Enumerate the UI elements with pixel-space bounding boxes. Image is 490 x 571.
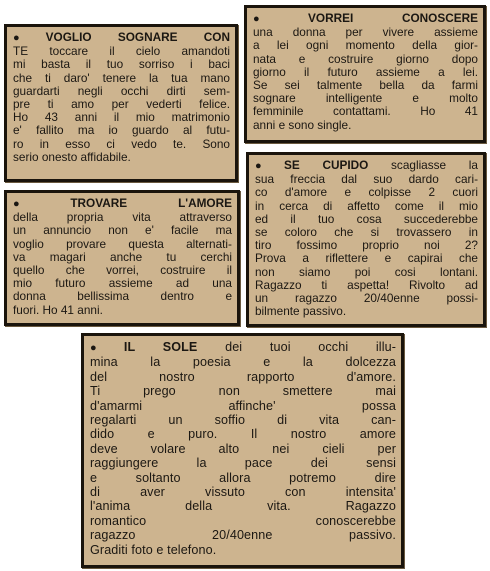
ad-text-line: ed il tuo cosa succederebbe	[255, 211, 478, 226]
ad-headline: SE CUPIDO	[284, 158, 369, 172]
ad-text-line: anni e sono single.	[253, 117, 352, 132]
ad-text-line: mi basta il tuo sorriso i baci	[13, 57, 230, 72]
ad-text-line: pre ti amo per vederti felice.	[13, 97, 230, 112]
bullet-icon: ●	[13, 198, 68, 210]
bullet-icon: ●	[13, 32, 43, 44]
ad-text-line: Ho 43 anni il mio matrimonio	[13, 110, 230, 125]
ad-text-line: tiro fossimo proprio noi 2?	[255, 238, 478, 253]
ad-headline-line: ● IL SOLE dei tuoi occhi illu-	[90, 340, 397, 354]
personal-ad-trovare-amore	[4, 190, 240, 326]
ad-text-line: una donna per vivere assieme	[253, 25, 478, 40]
ad-text-line: che ti daro' tenere la tua mano	[13, 70, 230, 85]
ad-text-line: deve volare alto nei cieli per	[90, 441, 396, 456]
ad-text-line: Se sei talmente bella da farmi	[253, 78, 478, 93]
ad-text-line: se coloro che si trovassero in	[255, 225, 478, 240]
ad-text-line: co d'amore e colpisse 2 cuori	[255, 185, 478, 200]
ad-headline-line: ● SE CUPIDO scagliasse la	[255, 158, 478, 172]
personal-ad-il-sole	[81, 333, 404, 568]
ad-text-line: a lei ogni momento della gior-	[253, 38, 478, 53]
ad-text-line: Ragazzo ti aspetta! Rivolto ad	[255, 277, 478, 292]
ad-text-line: fuori. Ho 41 anni.	[13, 302, 103, 317]
ad-text-line: sua freccia dal suo dardo cari-	[255, 172, 478, 187]
ad-text-line: Prova a riflettere e capirai che	[255, 251, 478, 266]
ad-text-line: romantico conoscerebbe	[90, 513, 396, 528]
personal-ad-voglio-sognare	[4, 24, 238, 182]
ad-text-line: voglio provare questa alternati-	[13, 236, 232, 251]
ad-text-line: bilmente passivo.	[255, 304, 347, 319]
personal-ad-se-cupido	[246, 152, 486, 327]
ad-text-line: donna bellissima dentro e	[13, 289, 232, 304]
ad-text-line: in cerca di affetto come il mio	[255, 198, 478, 213]
ad-text-line: serio onesto affidabile.	[13, 149, 131, 164]
bullet-icon: ●	[255, 160, 282, 172]
ad-text-line: l'anima della vita. Ragazzo	[90, 499, 396, 514]
bullet-icon: ●	[253, 13, 306, 25]
ad-text-line: mio futuro assieme ad una	[13, 276, 232, 291]
ad-text-line: e' fallito ma io guardo al futu-	[13, 123, 230, 138]
ad-headline: IL SOLE	[123, 340, 198, 354]
ad-text-line: giorno il futuro assieme a lei.	[253, 64, 478, 79]
ad-text-line: dido e puro. Il nostro amore	[90, 427, 396, 442]
ad-text-line: del nostro rapporto d'amore.	[90, 369, 396, 384]
ad-text-line: d'amarmi affinche' possa	[90, 398, 396, 413]
ad-text-line: guardarti negli occhi dirti sem-	[13, 83, 230, 98]
ad-text-line: va magari anche tu cerchi	[13, 249, 232, 264]
ad-headline-line	[253, 12, 478, 26]
ad-headline-line	[13, 31, 230, 45]
ad-headline: VORREI CONOSCERE	[308, 11, 478, 25]
ad-text-line: di aver vissuto con intensita'	[90, 485, 396, 500]
ad-text-line: nata e costruire giorno dopo	[253, 51, 478, 66]
personal-ad-vorrei-conoscere	[244, 5, 486, 143]
ad-text-line: TE toccare il cielo amandoti	[13, 44, 230, 59]
ad-text-line: ragazzo 20/40enne passivo.	[90, 528, 396, 543]
ad-text-line: raggiungere la pace dei sensi	[90, 456, 396, 471]
bullet-icon: ●	[90, 342, 121, 354]
ad-text-line: non siamo poi cosi lontani.	[255, 264, 478, 279]
ad-text-line: Graditi foto e telefono.	[90, 542, 217, 557]
ad-text-line: e soltanto allora potremo dire	[90, 470, 396, 485]
ad-text-line: mina la poesia e la dolcezza	[90, 355, 396, 370]
ad-headline-line	[13, 197, 232, 211]
ad-text-line: ro in esso ci vedo te. Sono	[13, 136, 230, 151]
ad-text-line: della propria vita attraverso	[13, 210, 232, 225]
ad-text-line: un annuncio non e' facile ma	[13, 223, 232, 238]
ad-text-line: Ti prego non smettere mai	[90, 384, 396, 399]
ad-text-line: femminile contattami. Ho 41	[253, 104, 478, 119]
ad-text-line: sognare intelligente e molto	[253, 91, 478, 106]
ad-text-line: quello che vorrei, costruire il	[13, 263, 232, 278]
ad-text-line: un ragazzo 20/40enne possi-	[255, 291, 478, 306]
ad-text-line: regalarti un soffio di vita can-	[90, 413, 396, 428]
ad-headline: TROVARE L'AMORE	[70, 196, 232, 210]
ad-headline: VOGLIO SOGNARE CON	[45, 30, 230, 44]
